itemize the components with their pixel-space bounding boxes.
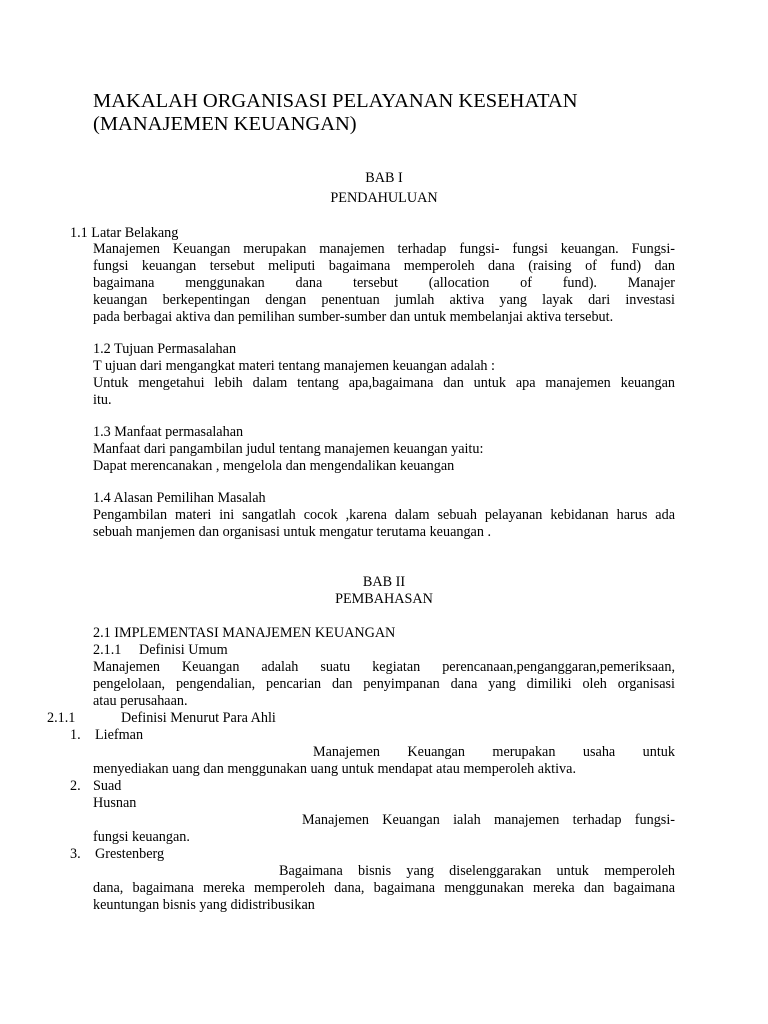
section-1-1-line: pada berbagai aktiva dan pemilihan sumber-sumber dan untuk membelanjai aktiva tersebut. <box>93 309 614 325</box>
section-2-1-heading: 2.1 IMPLEMENTASI MANAJEMEN KEUANGAN <box>93 625 396 641</box>
list-number: 3. <box>70 846 81 862</box>
list-number: 1. <box>70 727 81 743</box>
section-1-4-line: Pengambilan materi ini sangatlah cocok ,karena dalam sebuah pelayanan kebidanan harus ada <box>93 507 675 523</box>
section-1-2-heading: 1.2 Tujuan Permasalahan <box>93 341 237 357</box>
section-1-1-heading: 1.1 Latar Belakang <box>70 225 179 241</box>
section-1-1-line: bagaimana menggunakan dana tersebut (allocation of fund). Manajer <box>93 275 675 291</box>
expert-definition-line: Manajemen Keuangan merupakan usaha untuk <box>313 744 675 760</box>
subsection-2-1-1-number: 2.1.1 <box>93 642 122 658</box>
document-title-line-1: MAKALAH ORGANISASI PELAYANAN KESEHATAN <box>93 90 578 112</box>
expert-name-continued: Husnan <box>93 795 137 811</box>
expert-definition-line: menyediakan uang dan menggunakan uang untuk mendapat atau memperoleh aktiva. <box>93 761 576 777</box>
chapter-1-label: BAB I <box>365 170 403 186</box>
subsection-number: 2.1.1 <box>47 710 76 726</box>
list-number: 2. <box>70 778 81 794</box>
section-1-2-line: Untuk mengetahui lebih dalam tentang apa,bagaimana dan untuk apa manajemen keuangan <box>93 375 675 391</box>
expert-definition-line: fungsi keuangan. <box>93 829 190 845</box>
expert-definition-line: Manajemen Keuangan ialah manajemen terhadap fungsi- <box>302 812 675 828</box>
expert-definition-line: dana, bagaimana mereka memperoleh dana, bagaimana menggunakan mereka dan bagaimana <box>93 880 675 896</box>
chapter-2-label: BAB II <box>362 574 406 590</box>
section-1-1-line: fungsi keuangan tersebut meliputi bagaimana memperoleh dana (raising of fund) dan <box>93 258 675 274</box>
subsection-title: Definisi Menurut Para Ahli <box>121 710 276 726</box>
section-1-3-heading: 1.3 Manfaat permasalahan <box>93 424 244 440</box>
chapter-2-title: PEMBAHASAN <box>335 591 433 607</box>
expert-name: Grestenberg <box>95 846 165 862</box>
section-1-4-line: sebuah manjemen dan organisasi untuk mengatur terutama keuangan . <box>93 524 492 540</box>
section-2-1-line: atau perusahaan. <box>93 693 188 709</box>
section-1-3-line: Dapat merencanakan , mengelola dan mengendalikan keuangan <box>93 458 455 474</box>
section-1-2-line: T ujuan dari mengangkat materi tentang manajemen keuangan adalah : <box>93 358 495 374</box>
expert-definition-line: keuntungan bisnis yang didistribusikan <box>93 897 315 913</box>
section-1-1-line: keuangan berkepentingan dengan penentuan jumlah aktiva yang layak dari investasi <box>93 292 675 308</box>
section-2-1-line: Manajemen Keuangan adalah suatu kegiatan perencanaan,penganggaran,pemeriksaan, <box>93 659 675 675</box>
document-title-line-2: (MANAJEMEN KEUANGAN) <box>93 113 357 135</box>
section-1-1-line: Manajemen Keuangan merupakan manajemen terhadap fungsi- fungsi keuangan. Fungsi- <box>93 241 675 257</box>
expert-name: Suad <box>93 778 122 794</box>
section-1-3-line: Manfaat dari pangambilan judul tentang manajemen keuangan yaitu: <box>93 441 484 457</box>
expert-definition-line: Bagaimana bisnis yang diselenggarakan untuk memperoleh <box>279 863 675 879</box>
subsection-2-1-1-title: Definisi Umum <box>139 642 228 658</box>
chapter-1-title: PENDAHULUAN <box>330 190 438 206</box>
section-2-1-line: pengelolaan, pengendalian, pencarian dan penyimpanan dana yang dimiliki oleh organisasi <box>93 676 675 692</box>
expert-name: Liefman <box>95 727 144 743</box>
section-1-4-heading: 1.4 Alasan Pemilihan Masalah <box>93 490 266 506</box>
section-1-2-line: itu. <box>93 392 112 408</box>
